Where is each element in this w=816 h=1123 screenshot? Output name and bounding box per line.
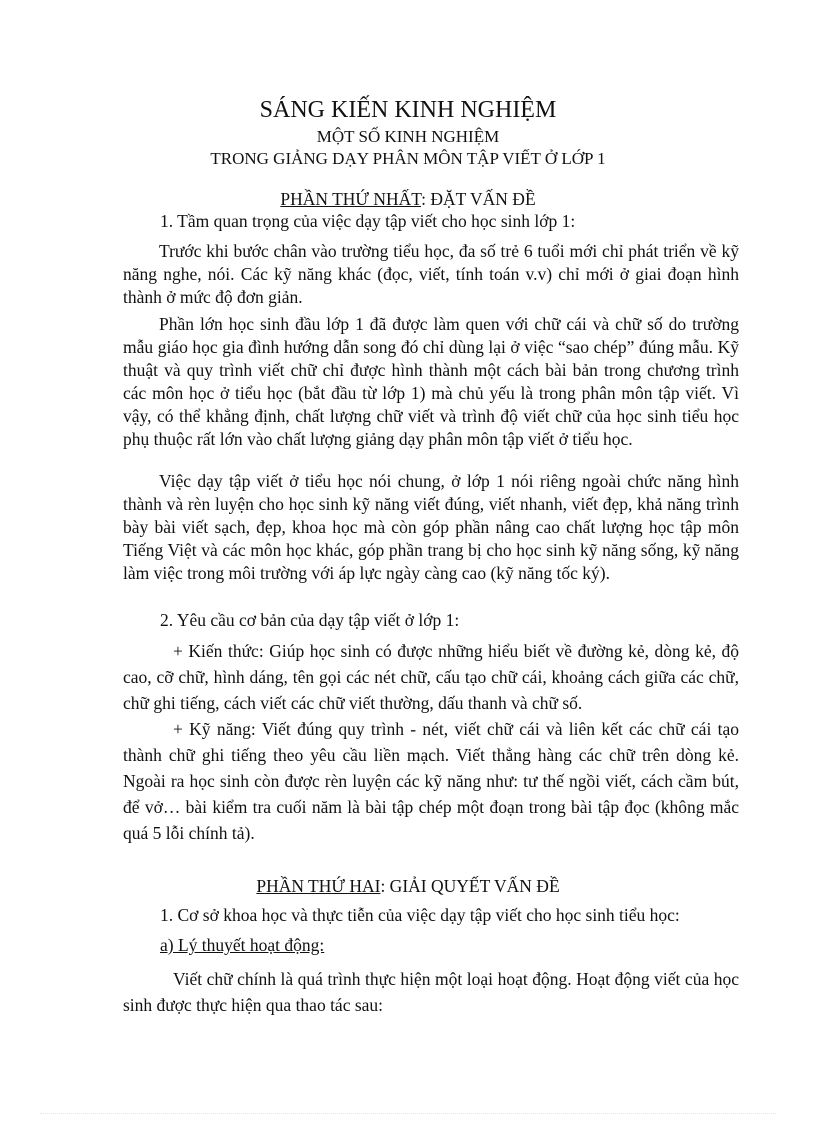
document-title: SÁNG KIẾN KINH NGHIỆM	[259, 97, 557, 123]
part1-item2-title: 2. Yêu cầu cơ bản của dạy tập viết ở lớp 1:	[160, 610, 460, 630]
part1-paragraph-1: Trước khi bước chân vào trường tiểu học, đa số trẻ 6 tuổi mới chỉ phát triển về kỹ năng nghe, nói. Các kỹ năng khác (đọc, viết, tính toán v.v) chỉ mới ở giai đoạn hình thành ở mức độ đơn giản.	[123, 241, 739, 307]
part1-heading-label: PHẦN THỨ NHẤT	[280, 189, 422, 209]
page-bottom-divider	[40, 1113, 776, 1114]
document-subtitle-line-2: TRONG GIẢNG DẠY PHÂN MÔN TẬP VIẾT Ở LỚP 1	[210, 149, 606, 168]
part2-heading-title: : GIẢI QUYẾT VẤN ĐỀ	[380, 876, 560, 896]
part1-paragraph-5: + Kỹ năng: Viết đúng quy trình - nét, viết chữ cái và liên kết các chữ cái tạo thành chữ ghi tiếng theo yêu cầu liền mạch. Viết thẳng hàng các chữ trên dòng kẻ. Ngoài ra học sinh còn được rèn luyện các kỹ năng như: tư thế ngồi viết, cách cầm bút, để vở… bài kiểm tra cuối năm là bài tập chép một đoạn trong bài tập đọc (không mắc quá 5 lỗi chính tả).	[123, 719, 739, 843]
part2-subsection-a: a) Lý thuyết hoạt động:	[160, 935, 325, 955]
document-subtitle-line-1: MỘT SỐ KINH NGHIỆM	[316, 127, 500, 146]
part2-heading-label: PHẦN THỨ HAI	[256, 876, 381, 896]
part1-heading	[0, 187, 816, 211]
part1-heading-title: : ĐẶT VẤN ĐỀ	[421, 189, 536, 209]
part1-paragraph-2: Phần lớn học sinh đầu lớp 1 đã được làm quen với chữ cái và chữ số do trường mẫu giáo học gia đình hướng dẫn song đó chỉ dùng lại ở việc “sao chép” đúng mẫu. Kỹ thuật và quy trình viết chữ chỉ được hình thành một cách bài bản trong chương trình các môn học ở tiểu học (bắt đầu từ lớp 1) mà chủ yếu là trong phân môn tập viết. Vì vậy, có thể khẳng định, chất lượng chữ viết và trình độ viết chữ của học sinh tiểu học phụ thuộc rất lớn vào chất lượng giảng dạy phân môn tập viết ở tiểu học.	[123, 314, 739, 449]
part2-paragraph-1: Viết chữ chính là quá trình thực hiện một loại hoạt động. Hoạt động viết của học sinh được thực hiện qua thao tác sau:	[123, 969, 739, 1015]
part1-item1-title: 1. Tầm quan trọng của việc dạy tập viết cho học sinh lớp 1:	[160, 211, 576, 231]
part2-heading	[0, 874, 816, 898]
part1-paragraph-3: Việc dạy tập viết ở tiểu học nói chung, ở lớp 1 nói riêng ngoài chức năng hình thành và rèn luyện cho học sinh kỹ năng viết đúng, viết nhanh, viết đẹp, khả năng trình bày bài viết sạch, đẹp, khoa học mà còn góp phần nâng cao chất lượng học tập môn Tiếng Việt và các môn học khác, góp phần trang bị cho học sinh kỹ năng sống, kỹ năng làm việc trong môi trường với áp lực ngày càng cao (kỹ năng tốc ký).	[123, 471, 739, 583]
part2-item1-title: 1. Cơ sở khoa học và thực tiễn của việc dạy tập viết cho học sinh tiểu học:	[160, 905, 680, 925]
part1-paragraph-4: + Kiến thức: Giúp học sinh có được những hiểu biết về đường kẻ, dòng kẻ, độ cao, cỡ chữ, hình dáng, tên gọi các nét chữ, cấu tạo chữ cái, khoảng cách giữa các chữ, chữ ghi tiếng, cách viết các chữ viết thường, dấu thanh và chữ số.	[123, 641, 739, 713]
